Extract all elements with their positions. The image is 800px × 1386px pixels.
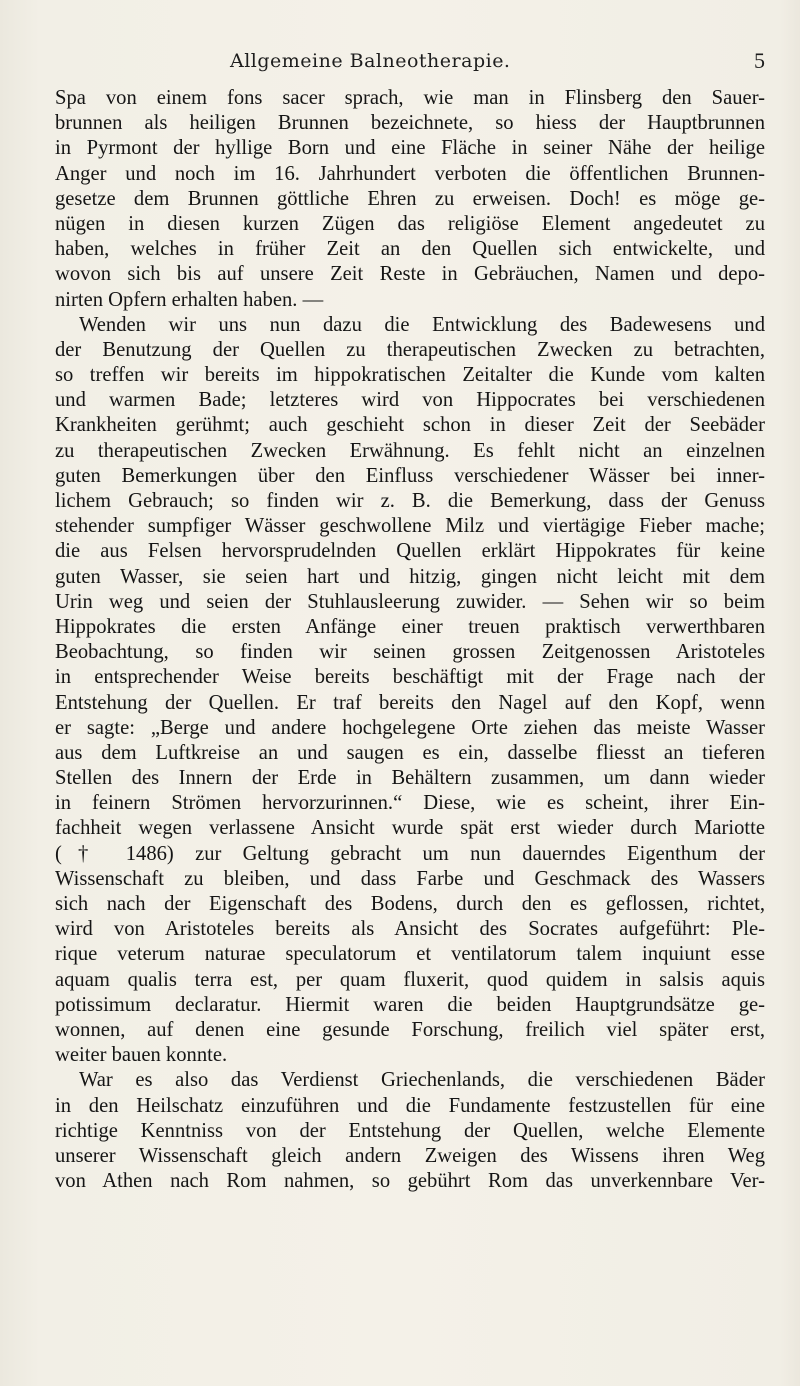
text-line: und warmen Bade; letzteres wird von Hippocrates bei verschiedenen xyxy=(55,389,765,412)
text-line: († 1486) zur Geltung gebracht um nun dauerndes Eigenthum der xyxy=(55,842,765,865)
text-line: wovon sich bis auf unsere Zeit Reste in Gebräuchen, Namen und depo- xyxy=(55,263,765,286)
text-line: gesetze dem Brunnen göttliche Ehren zu erweisen. Doch! es möge ge- xyxy=(55,187,765,210)
text-line: von Athen nach Rom nahmen, so gebührt Rom das unverkennbare Ver- xyxy=(55,1170,765,1193)
text-line: in feinern Strömen hervorzurinnen.“ Diese, wie es scheint, ihrer Ein- xyxy=(55,792,765,815)
text-line: zu therapeutischen Zwecken Erwähnung. Es fehlt nicht an einzelnen xyxy=(55,439,765,462)
text-line: Urin weg und seien der Stuhlausleerung zuwider. — Sehen wir so beim xyxy=(55,590,765,613)
text-line: der Benutzung der Quellen zu therapeutischen Zwecken zu betrachten, xyxy=(55,338,765,361)
text-line: lichem Gebrauch; so finden wir z. B. die Bemerkung, dass der Genuss xyxy=(55,490,765,512)
text-line: weiter bauen konnte. xyxy=(55,1044,228,1067)
text-line: Beobachtung, so finden wir seinen grossen Zeitgenossen Aristoteles xyxy=(55,641,765,664)
text-line: Wenden wir uns nun dazu die Entwicklung des Badewesens und xyxy=(79,313,765,336)
page-number: 5 xyxy=(754,48,765,73)
text-line: aquam qualis terra est, per quam fluxerit, quod quidem in salsis aquis xyxy=(55,968,765,991)
text-line: Anger und noch im 16. Jahrhundert verboten die öffentlichen Brunnen- xyxy=(55,162,765,185)
text-line: nügen in diesen kurzen Zügen das religiöse Element angedeutet zu xyxy=(55,212,765,235)
text-line: haben, welches in früher Zeit an den Quellen sich entwickelte, und xyxy=(55,238,765,261)
text-line: Krankheiten gerühmt; auch geschieht schon in dieser Zeit der Seebäder xyxy=(55,414,765,437)
running-title: Allgemeine Balneotherapie. xyxy=(230,50,511,72)
text-line: stehender sumpfiger Wässer geschwollene Milz und viertägige Fieber mache; xyxy=(55,515,765,538)
text-line: guten Wasser, sie seien hart und hitzig, gingen nicht leicht mit dem xyxy=(55,565,765,588)
text-line: die aus Felsen hervorsprudelnden Quellen erklärt Hippokrates für keine xyxy=(55,540,765,563)
text-line: potissimum declaratur. Hiermit waren die beiden Hauptgrundsätze ge- xyxy=(55,993,765,1016)
text-line: wird von Aristoteles bereits als Ansicht des Socrates aufgeführt: Ple- xyxy=(55,918,765,941)
text-line: fachheit wegen verlassene Ansicht wurde spät erst wieder durch Mariotte xyxy=(55,817,765,840)
text-line: Spa von einem fons sacer sprach, wie man in Flinsberg den Sauer- xyxy=(55,87,765,109)
text-line: sich nach der Eigenschaft des Bodens, durch den es geflossen, richtet, xyxy=(55,893,765,915)
text-line: nirten Opfern erhalten haben. — xyxy=(55,288,324,311)
text-line: in Pyrmont der hyllige Born und eine Fläche in seiner Nähe der heilige xyxy=(55,137,765,160)
text-line: rique veterum naturae speculatorum et ventilatorum talem inquiunt esse xyxy=(55,943,765,966)
text-line: Hippokrates die ersten Anfänge einer treuen praktisch verwerthbaren xyxy=(55,615,765,638)
text-line: Wissenschaft zu bleiben, und dass Farbe und Geschmack des Wassers xyxy=(55,867,765,890)
body-text xyxy=(55,86,765,1194)
text-line: unserer Wissenschaft gleich andern Zweigen des Wissens ihren Weg xyxy=(55,1144,765,1167)
text-line: brunnen als heiligen Brunnen bezeichnete, so hiess der Hauptbrunnen xyxy=(55,112,765,135)
text-line: Stellen des Innern der Erde in Behältern zusammen, um dann wieder xyxy=(55,767,765,790)
text-line: aus dem Luftkreise an und saugen es ein, dasselbe fliesst an tieferen xyxy=(55,741,765,764)
text-line: wonnen, auf denen eine gesunde Forschung, freilich viel später erst, xyxy=(55,1018,765,1041)
text-line: so treffen wir bereits im hippokratischen Zeitalter die Kunde vom kalten xyxy=(55,364,765,387)
text-line: er sagte: „Berge und andere hochgelegene Orte ziehen das meiste Wasser xyxy=(55,716,765,739)
text-line: guten Bemerkungen über den Einfluss verschiedener Wässer bei inner- xyxy=(55,464,765,487)
text-line: richtige Kenntniss von der Entstehung der Quellen, welche Elemente xyxy=(55,1119,765,1142)
text-line: in entsprechender Weise bereits beschäftigt mit der Frage nach der xyxy=(55,666,765,689)
text-line: War es also das Verdienst Griechenlands, die verschiedenen Bäder xyxy=(79,1069,765,1092)
text-line: Entstehung der Quellen. Er traf bereits den Nagel auf den Kopf, wenn xyxy=(55,691,765,714)
text-line: in den Heilschatz einzuführen und die Fundamente festzustellen für eine xyxy=(55,1094,765,1117)
